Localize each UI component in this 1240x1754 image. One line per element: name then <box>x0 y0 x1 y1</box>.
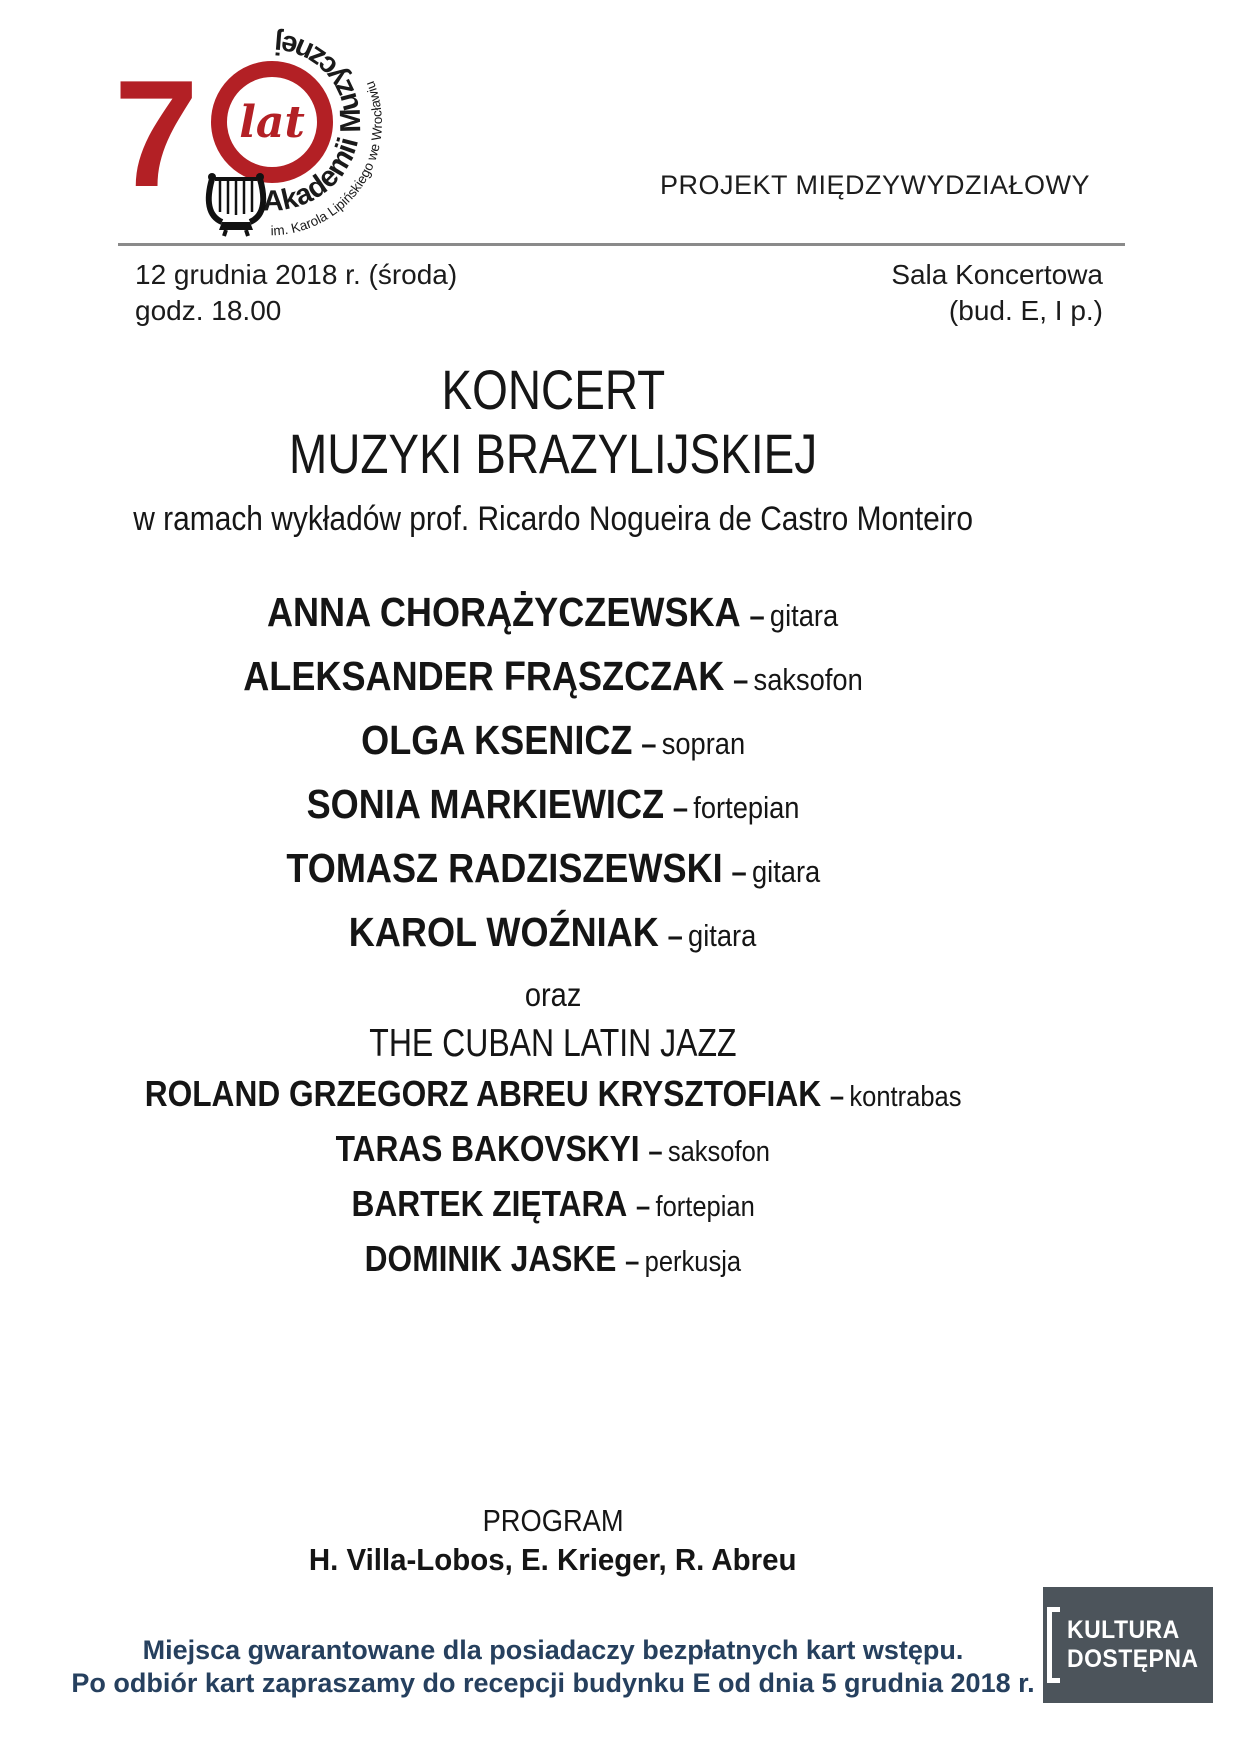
badge-line1: KULTURA <box>1066 1616 1180 1644</box>
dash: – <box>635 1191 651 1223</box>
bracket-icon <box>1047 1607 1060 1683</box>
event-date: 12 grudnia 2018 r. (środa) <box>135 259 458 290</box>
academy-70-logo <box>112 22 432 247</box>
lyre-icon <box>208 173 264 236</box>
performer-row <box>0 649 1106 713</box>
performer-instrument: fortepian <box>693 790 800 825</box>
member-name: DOMINIK JASKE <box>364 1238 617 1279</box>
performers-list <box>0 585 1106 969</box>
member-name: BARTEK ZIĘTARA <box>351 1183 628 1224</box>
program-composers: H. Villa-Lobos, E. Krieger, R. Abreu <box>309 1542 797 1577</box>
project-label: PROJEKT MIĘDZYWYDZIAŁOWY <box>659 170 1090 200</box>
dash: – <box>641 726 657 761</box>
member-name: TARAS BAKOVSKYI <box>335 1128 640 1169</box>
performer-name: OLGA KSENICZ <box>361 717 633 763</box>
badge-line2: DOSTĘPNA <box>1066 1645 1199 1673</box>
poster-title-line2: MUZYKI BRAZYLIJSKIEJ <box>288 422 818 485</box>
performer-name: TOMASZ RADZISZEWSKI <box>286 845 723 891</box>
poster-title-line1: KONCERT <box>441 358 665 421</box>
performer-name: ALEKSANDER FRĄSZCZAK <box>243 653 725 699</box>
performer-row <box>0 713 1106 777</box>
logo-arc-academy: Akademii Muzycznej <box>262 27 368 218</box>
performer-instrument: sopran <box>661 726 745 761</box>
ensemble-members-list <box>0 1070 1106 1290</box>
ensemble-name: THE CUBAN LATIN JAZZ <box>369 1022 737 1065</box>
performer-row <box>0 841 1106 905</box>
kultura-dostepna-badge <box>1043 1587 1213 1703</box>
logo-seven: 7 <box>114 49 199 219</box>
logo-arc-patron: im. Karola Lipińskiego we Wrocławiu <box>270 79 385 239</box>
member-row <box>0 1125 1106 1180</box>
performer-instrument: saksofon <box>753 662 863 697</box>
header-divider <box>118 243 1125 246</box>
member-name: ROLAND GRZEGORZ ABREU KRYSZTOFIAK <box>144 1073 822 1114</box>
title-block <box>0 358 1106 539</box>
member-instrument: kontrabas <box>849 1081 962 1113</box>
performer-row <box>0 585 1106 649</box>
program-block <box>0 1502 1106 1580</box>
dash: – <box>672 790 688 825</box>
dash: – <box>648 1136 663 1168</box>
academy-70-logo-graphic <box>112 22 432 247</box>
dash: – <box>733 662 749 697</box>
member-instrument: saksofon <box>668 1136 771 1168</box>
event-meta <box>135 257 1103 329</box>
footer-note <box>0 1634 1106 1700</box>
ensemble-intro: oraz <box>524 976 582 1013</box>
performer-name: ANNA CHORĄŻYCZEWSKA <box>267 589 742 635</box>
event-building: (bud. E, I p.) <box>948 295 1103 326</box>
footer-note-line1: Miejsca gwarantowane dla posiadaczy bezpłatnych kart wstępu. <box>142 1635 964 1665</box>
member-row <box>0 1070 1106 1125</box>
performer-instrument: gitara <box>751 854 820 889</box>
dash: – <box>668 918 684 953</box>
performer-name: KAROL WOŹNIAK <box>349 909 660 955</box>
member-row <box>0 1235 1106 1290</box>
member-instrument: perkusja <box>644 1246 742 1278</box>
dash: – <box>731 854 747 889</box>
event-time: godz. 18.00 <box>135 295 282 326</box>
logo-lat-text: lat <box>239 97 305 148</box>
program-heading: PROGRAM <box>482 1503 624 1538</box>
footer-note-line2: Po odbiór kart zapraszamy do recepcji budynku E od dnia 5 grudnia 2018 r. <box>71 1668 1035 1698</box>
member-instrument: fortepian <box>655 1191 755 1223</box>
dash: – <box>625 1246 640 1278</box>
poster-subtitle: w ramach wykładów prof. Ricardo Nogueira de Castro Monteiro <box>133 500 973 538</box>
dash: – <box>829 1081 845 1113</box>
performer-name: SONIA MARKIEWICZ <box>306 781 665 827</box>
performer-instrument: gitara <box>770 598 839 633</box>
performer-instrument: gitara <box>688 918 757 953</box>
event-venue: Sala Koncertowa <box>891 259 1103 290</box>
dash: – <box>749 598 766 633</box>
performer-row <box>0 905 1106 969</box>
performer-row <box>0 777 1106 841</box>
member-row <box>0 1180 1106 1235</box>
